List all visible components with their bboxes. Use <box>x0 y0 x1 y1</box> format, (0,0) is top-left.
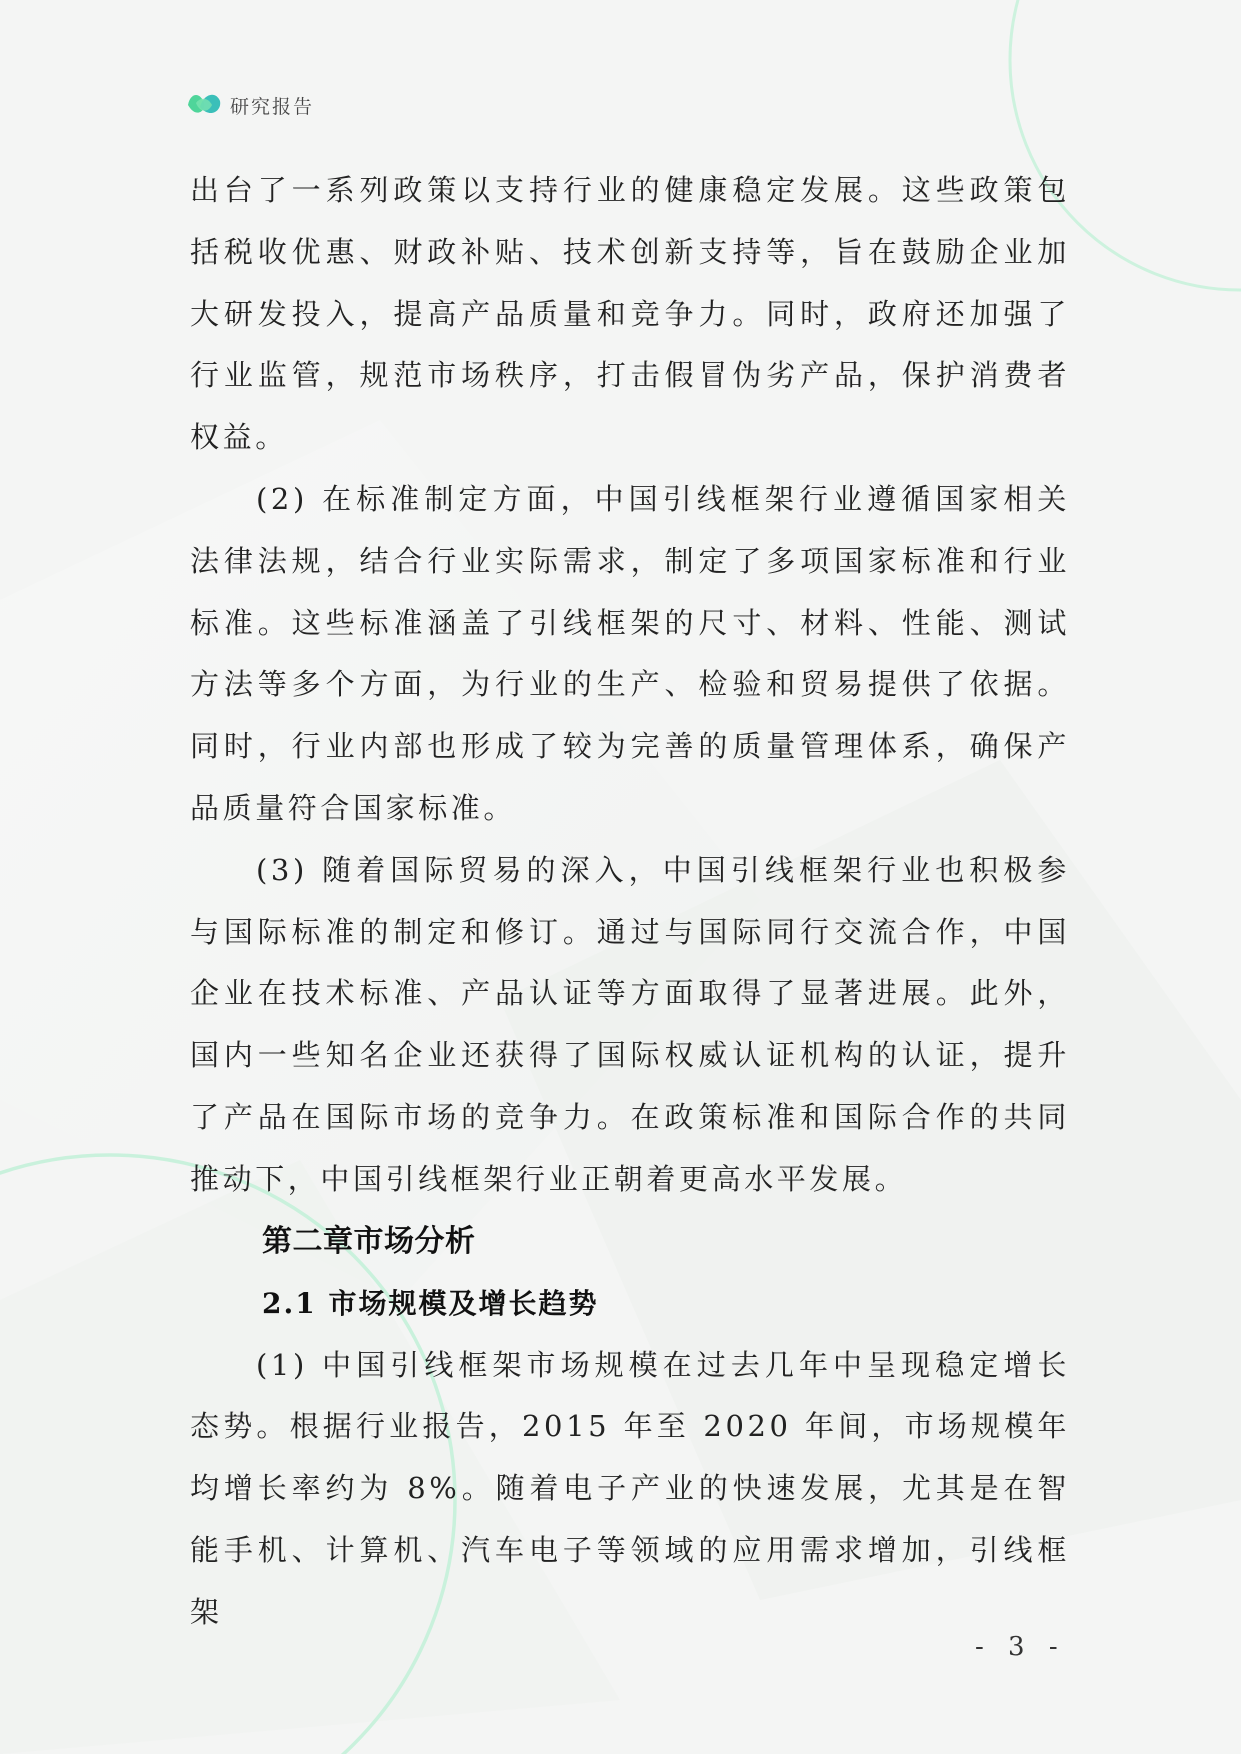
body-paragraph: (2) 在标准制定方面，中国引线框架行业遵循国家相关法律法规，结合行业实际需求，制定了多项国家标准和行业标准。这些标准涵盖了引线框架的尺寸、材料、性能、测试方法等多个方面，为行业的生产、检验和贸易提供了依据。同时，行业内部也形成了较为完善的质量管理体系，确保产品质量符合国家标准。 <box>190 481 1070 825</box>
body-paragraph: 出台了一系列政策以支持行业的健康稳定发展。这些政策包括税收优惠、财政补贴、技术创新支持等，旨在鼓励企业加大研发投入，提高产品质量和竞争力。同时，政府还加强了行业监管，规范市场秩序，打击假冒伪劣产品，保护消费者权益。 <box>190 173 1070 455</box>
page-number: - 3 - <box>975 1632 1066 1662</box>
chapter-title: 第二章市场分析 <box>262 1223 476 1259</box>
header-title: 研究报告 <box>230 95 315 118</box>
body-paragraph: (3) 随着国际贸易的深入，中国引线框架行业也积极参与国际标准的制定和修订。通过与国际同行交流合作，中国企业在技术标准、产品认证等方面取得了显著进展。此外，国内一些知名企业还获得了国际权威认证机构的认证，提升了产品在国际市场的竞争力。在政策标准和国际合作的共同推动下，中国引线框架行业正朝着更高水平发展。 <box>190 852 1070 1196</box>
logo-icon <box>186 89 222 121</box>
report-header <box>186 88 314 122</box>
body-paragraph: (1) 中国引线框架市场规模在过去几年中呈现稳定增长态势。根据行业报告，2015 年至 2020 年间，市场规模年均增长率约为 8%。随着电子产业的快速发展，尤其是在智能手机、计算机、汽车电子等领域的应用需求增加，引线框架 <box>190 1347 1070 1629</box>
section-title: 2.1 市场规模及增长趋势 <box>262 1286 599 1320</box>
document-body <box>190 160 1070 1644</box>
